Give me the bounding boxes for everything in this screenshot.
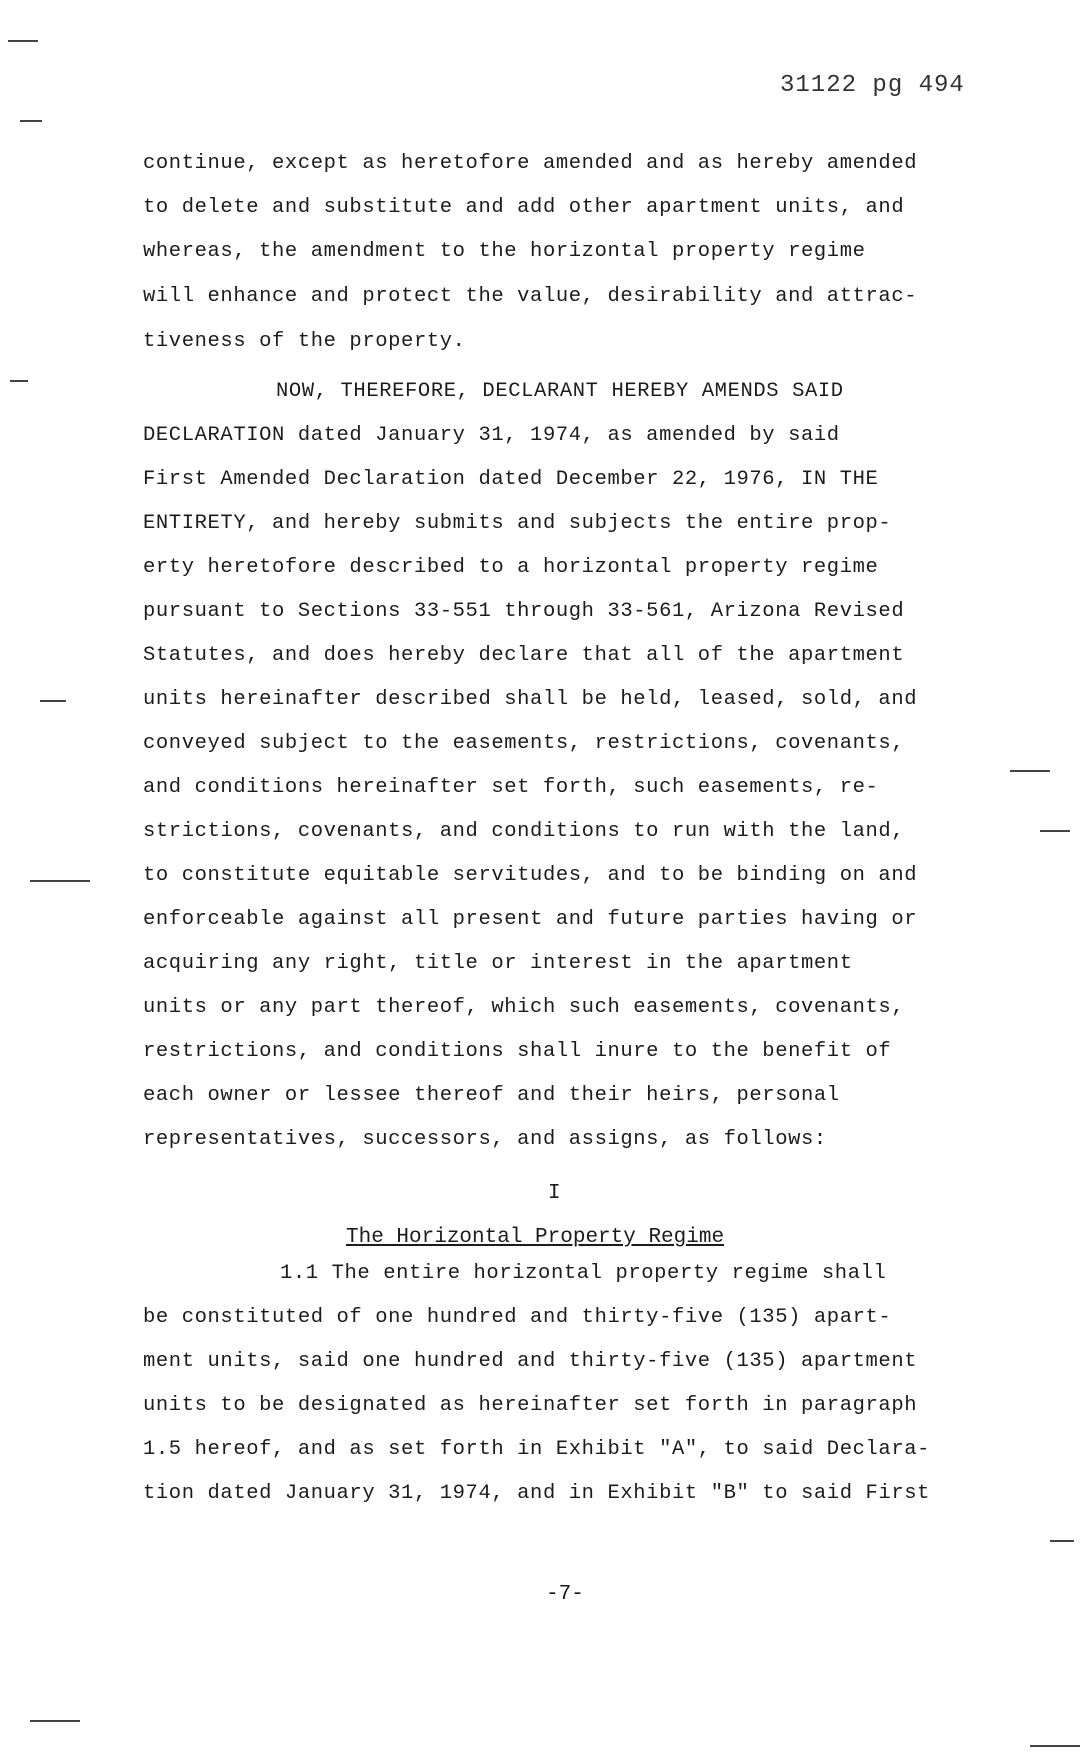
text-line: tiveness of the property.	[143, 330, 466, 353]
scan-artifact	[1010, 770, 1050, 772]
text-line: continue, except as heretofore amended and as hereby amended	[143, 152, 918, 175]
text-line: strictions, covenants, and conditions to run with the land,	[143, 820, 905, 843]
text-line: ment units, said one hundred and thirty-five (135) apartment	[143, 1350, 918, 1373]
text-line: units to be designated as hereinafter set forth in paragraph	[143, 1394, 918, 1417]
text-line: and conditions hereinafter set forth, such easements, re-	[143, 776, 879, 799]
text-line: be constituted of one hundred and thirty-five (135) apart-	[143, 1306, 892, 1329]
scan-artifact	[10, 380, 28, 382]
text-line: will enhance and protect the value, desirability and attrac-	[143, 285, 918, 308]
text-line: First Amended Declaration dated December 22, 1976, IN THE	[143, 468, 879, 491]
recording-stamp: 31122 pg 494	[780, 72, 965, 99]
scan-artifact	[40, 700, 66, 702]
text-line: to constitute equitable servitudes, and to be binding on and	[143, 864, 918, 887]
text-line: enforceable against all present and future parties having or	[143, 908, 918, 931]
text-line: to delete and substitute and add other apartment units, and	[143, 196, 905, 219]
text-line: ENTIRETY, and hereby submits and subjects the entire prop-	[143, 512, 892, 535]
text-line: conveyed subject to the easements, restrictions, covenants,	[143, 732, 905, 755]
scan-artifact	[20, 120, 42, 122]
text-line: 1.1 The entire horizontal property regime shall	[280, 1262, 887, 1285]
text-line: each owner or lessee thereof and their heirs, personal	[143, 1084, 840, 1107]
scan-artifact	[1030, 1745, 1080, 1747]
text-line: Statutes, and does hereby declare that all of the apartment	[143, 644, 905, 667]
page-number: -7-	[546, 1583, 584, 1606]
scan-artifact	[1050, 1540, 1074, 1542]
text-line: whereas, the amendment to the horizontal property regime	[143, 240, 866, 263]
text-line: restrictions, and conditions shall inure to the benefit of	[143, 1040, 892, 1063]
scan-artifact	[30, 1720, 80, 1722]
text-line: pursuant to Sections 33-551 through 33-561, Arizona Revised	[143, 600, 905, 623]
scan-artifact	[30, 880, 90, 882]
text-line: DECLARATION dated January 31, 1974, as amended by said	[143, 424, 840, 447]
text-line: NOW, THEREFORE, DECLARANT HEREBY AMENDS SAID	[276, 380, 844, 403]
section-number: I	[548, 1182, 561, 1205]
text-line: tion dated January 31, 1974, and in Exhibit "B" to said First	[143, 1482, 931, 1505]
text-line: 1.5 hereof, and as set forth in Exhibit "A", to said Declara-	[143, 1438, 931, 1461]
scan-artifact	[8, 40, 38, 42]
text-line: erty heretofore described to a horizontal property regime	[143, 556, 879, 579]
text-line: units hereinafter described shall be held, leased, sold, and	[143, 688, 918, 711]
scan-artifact	[1040, 830, 1070, 832]
section-title: The Horizontal Property Regime	[346, 1226, 725, 1249]
text-line: representatives, successors, and assigns, as follows:	[143, 1128, 827, 1151]
text-line: acquiring any right, title or interest in the apartment	[143, 952, 853, 975]
text-line: units or any part thereof, which such easements, covenants,	[143, 996, 905, 1019]
